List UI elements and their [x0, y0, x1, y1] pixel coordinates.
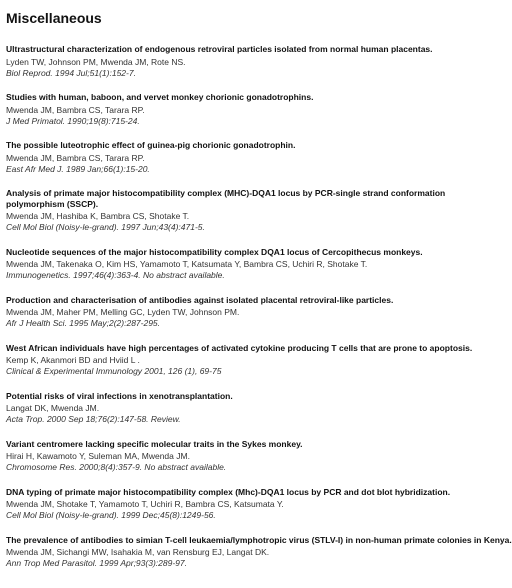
publication-title[interactable]: Production and characterisation of antibodies against isolated placental retroviral-like particles. — [6, 294, 394, 305]
publication-list — [6, 44, 512, 583]
publication-authors: Kemp K, Akanmori BD and Hviid L . — [6, 355, 140, 365]
publication-source: J Med Primatol. 1990;19(8):715-24. — [6, 115, 140, 126]
publication-item — [6, 486, 451, 522]
publication-item — [6, 44, 433, 79]
publication-item — [6, 140, 420, 175]
publication-item — [6, 391, 420, 426]
publication-source: Cell Mol Biol (Noisy-le-grand). 1999 Dec;45(8):1249-56. — [6, 510, 216, 520]
publication-authors: Mwenda JM, Maher PM, Melling GC, Lyden TW, Johnson PM. — [6, 307, 240, 317]
publication-source: Acta Trop. 2000 Sep 18;76(2):147-58. Review. — [6, 414, 181, 424]
publication-authors: Hirai H, Kawamoto Y, Suleman MA, Mwenda JM. — [6, 451, 190, 461]
publication-authors: Mwenda JM, Takenaka O, Kim HS, Yamamoto T, Katsumata Y, Bambra CS, Uchiri R, Shotake T. — [6, 259, 368, 269]
publication-source: Biol Reprod. 1994 Jul;51(1):152-7. — [6, 67, 136, 78]
publication-item — [6, 92, 420, 127]
publication-item — [6, 295, 420, 330]
publication-title[interactable]: The possible luteotrophic effect of guinea-pig chorionic gonadotrophin. — [6, 140, 296, 150]
publication-item — [6, 534, 512, 570]
publication-title[interactable]: Nucleotide sequences of the major histocompatibility complex DQA1 locus of Cercopithecus monkeys. — [6, 246, 423, 257]
publication-title[interactable]: Studies with human, baboon, and vervet monkey chorionic gonadotrophins. — [6, 92, 314, 102]
section-title: Miscellaneous — [6, 10, 102, 26]
publication-source: Chromosome Res. 2000;8(4):357-9. No abstract available. — [6, 462, 227, 472]
publication-authors: Langat DK, Mwenda JM. — [6, 403, 100, 413]
publication-item — [6, 342, 473, 378]
publication-source: East Afr Med J. 1989 Jan;66(1):15-20. — [6, 163, 150, 174]
publication-item — [6, 188, 446, 233]
publication-authors: Mwenda JM, Bambra CS, Tarara RP. — [6, 152, 145, 163]
publication-title[interactable]: Potential risks of viral infections in xenotransplantation. — [6, 390, 233, 401]
publication-authors: Mwenda JM, Bambra CS, Tarara RP. — [6, 104, 145, 115]
publication-title[interactable]: Variant centromere lacking specific molecular traits in the Sykes monkey. — [6, 438, 303, 449]
publication-source: Immunogenetics. 1997;46(4):363-4. No abstract available. — [6, 270, 225, 280]
publication-title[interactable]: Ultrastructural characterization of endogenous retroviral particles isolated from normal human placentas. — [6, 44, 433, 54]
publication-authors: Mwenda JM, Shotake T, Yamamoto T, Uchiri R, Bambra CS, Katsumata Y. — [6, 499, 284, 509]
publication-source: Afr J Health Sci. 1995 May;2(2):287-295. — [6, 318, 161, 328]
publication-title[interactable]: The prevalence of antibodies to simian T-cell leukaemia/lymphotropic virus (STLV-I) in non-human primate colonies in Kenya. — [6, 534, 512, 545]
publication-item — [6, 439, 420, 474]
publication-authors: Lyden TW, Johnson PM, Mwenda JM, Rote NS. — [6, 56, 186, 67]
publication-title[interactable]: DNA typing of primate major histocompatibility complex (Mhc)-DQA1 locus by PCR and dot blot hybridization. — [6, 486, 451, 497]
publication-title[interactable]: West African individuals have high percentages of activated cytokine producing T cells that are prone to apoptosis. — [6, 342, 473, 353]
publication-authors: Mwenda JM, Hashiba K, Bambra CS, Shotake T. — [6, 211, 190, 221]
publication-source: Clinical & Experimental Immunology 2001, 126 (1), 69-75 — [6, 366, 222, 376]
publication-item — [6, 246, 423, 282]
publication-authors: Mwenda JM, Sichangi MW, Isahakia M, van Rensburg EJ, Langat DK. — [6, 547, 270, 557]
publication-source: Cell Mol Biol (Noisy-le-grand). 1997 Jun;43(4):471-5. — [6, 222, 205, 232]
publication-source: Ann Trop Med Parasitol. 1999 Apr;93(3):289-97. — [6, 558, 187, 568]
publication-title[interactable]: Analysis of primate major histocompatibility complex (MHC)-DQA1 locus by PCR-single strand conformation polymorphism (SSCP). — [6, 188, 446, 209]
